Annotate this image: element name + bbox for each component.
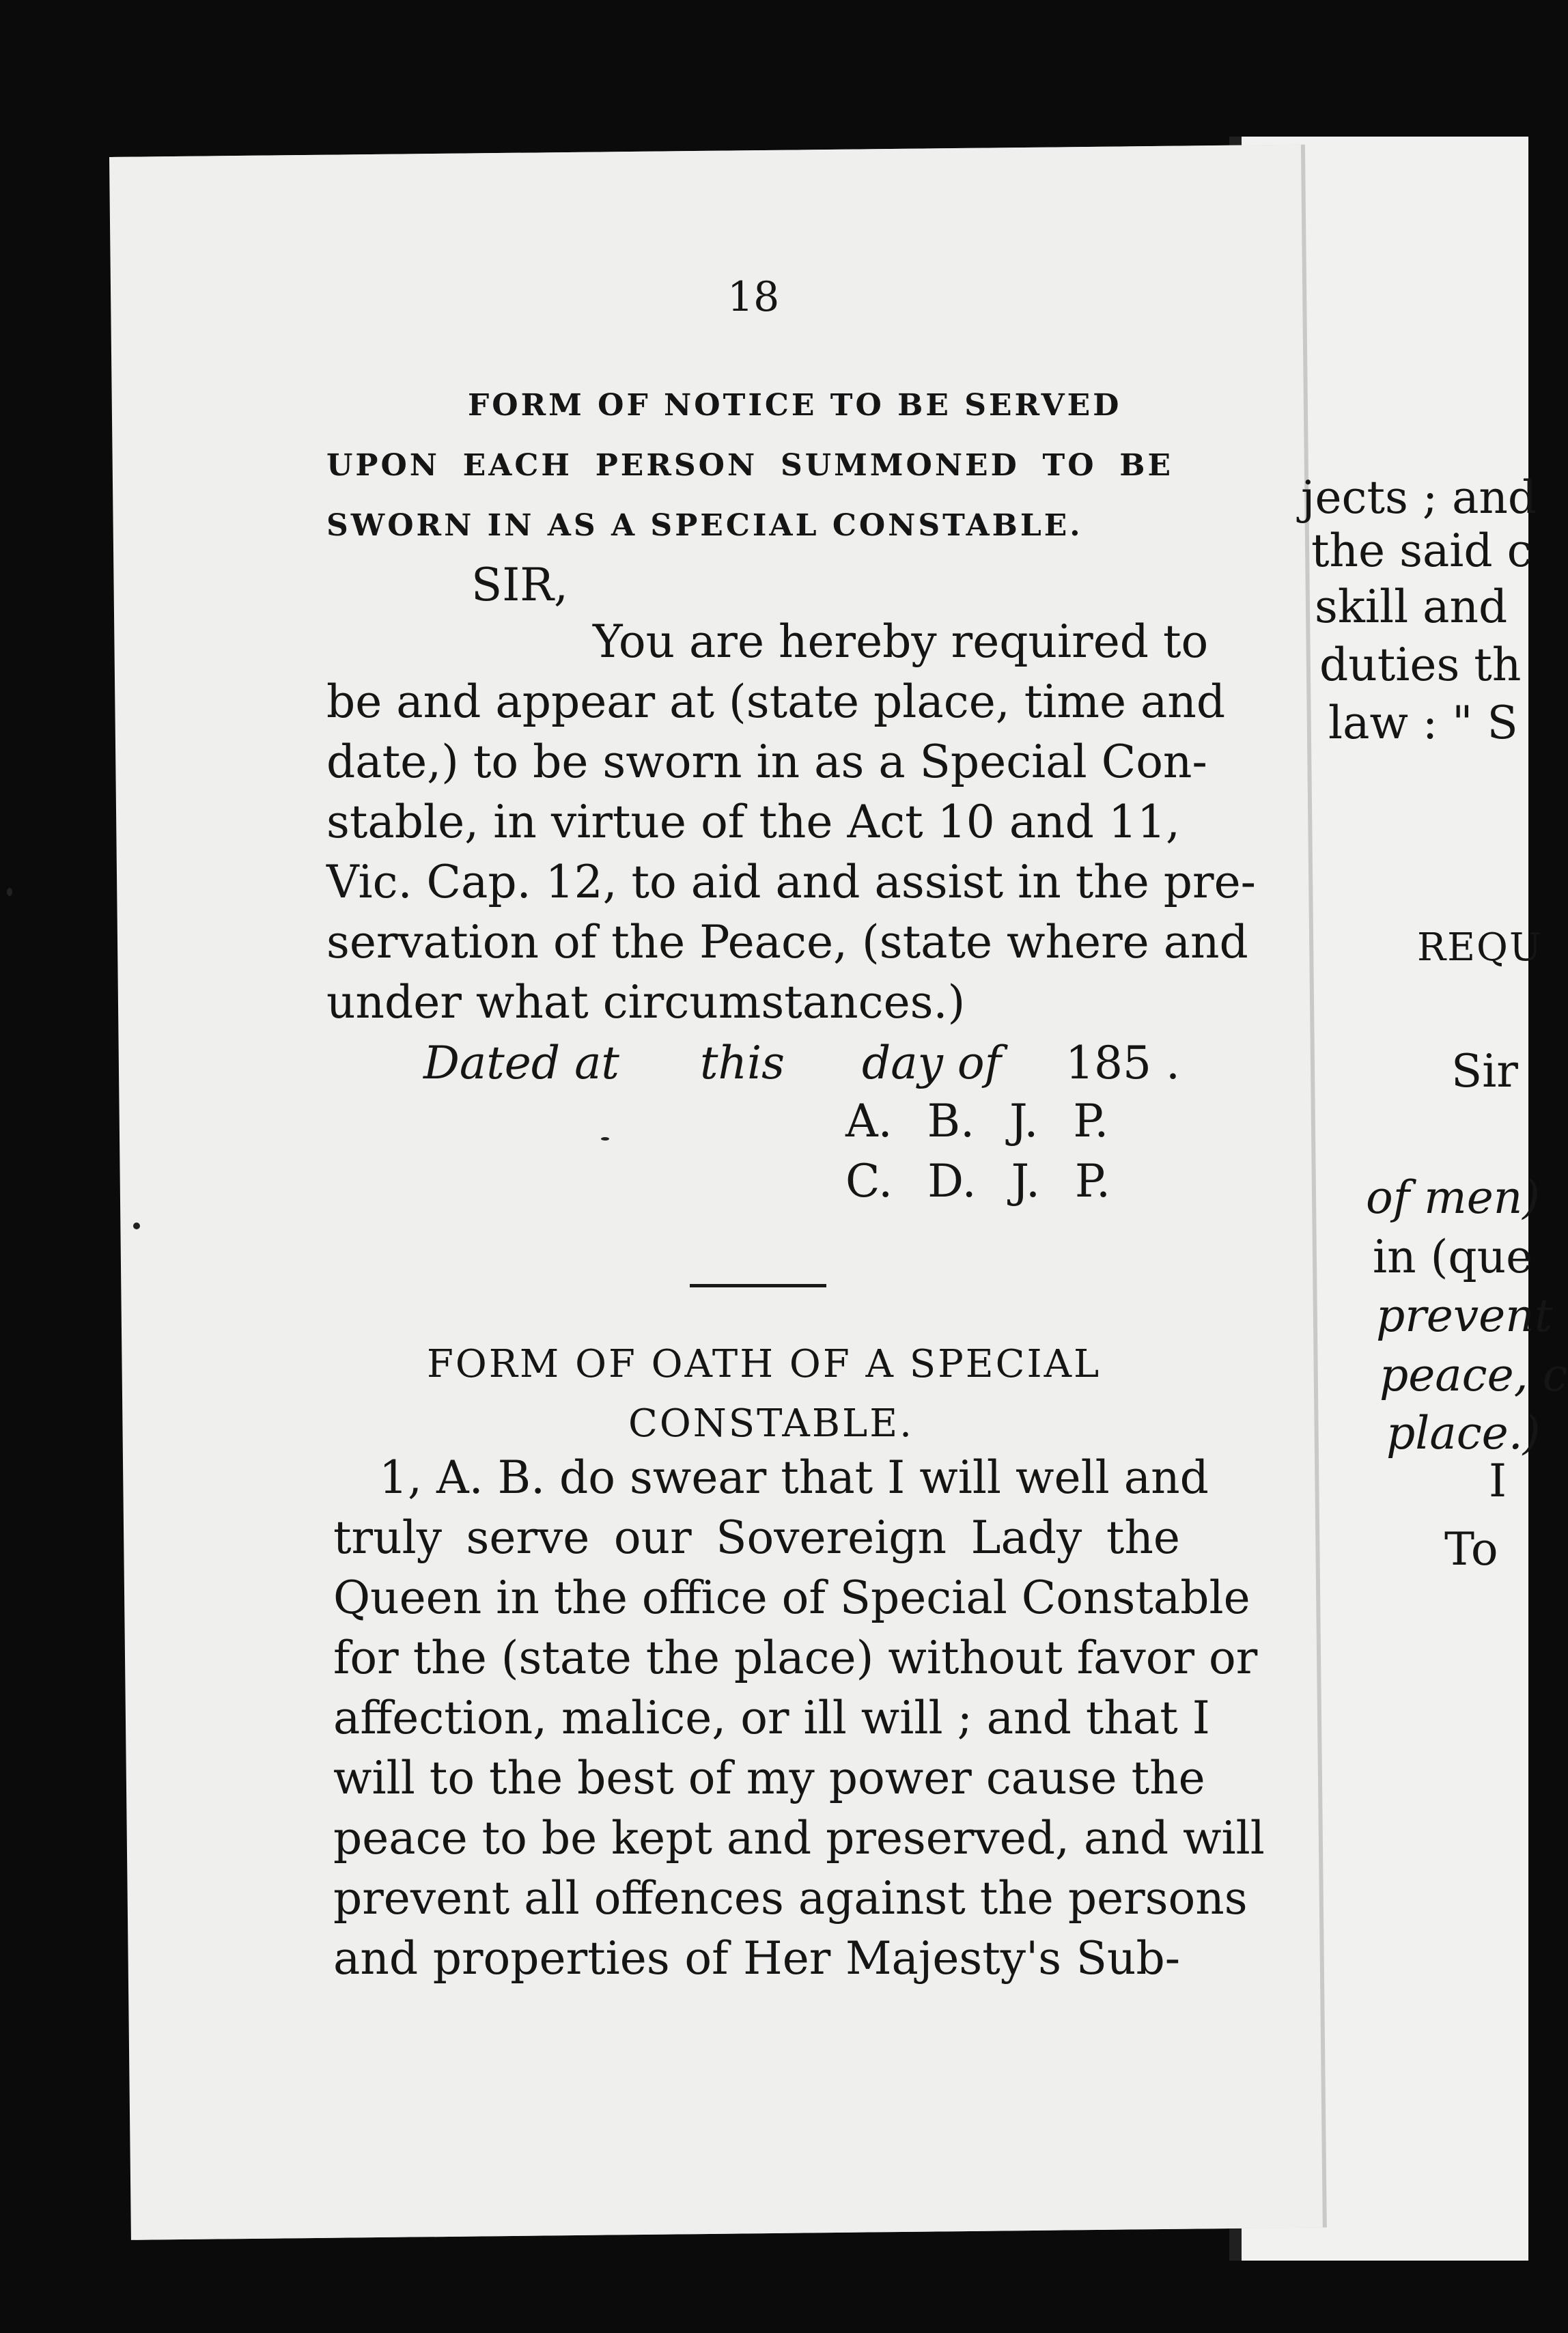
- notice-body-line-7: under what circumstances.): [326, 976, 966, 1029]
- oath-body-line-6: will to the best of my power cause the: [333, 1752, 1205, 1804]
- right-fragment-1: jects ; and: [1301, 471, 1537, 524]
- right-fragment-7: Sir: [1451, 1045, 1518, 1098]
- signature-1: A. B. J. P.: [845, 1095, 1109, 1147]
- oath-body-line-8: prevent all offences against the persons: [333, 1872, 1248, 1925]
- oath-body-line-9: and properties of Her Majesty's Sub-: [333, 1932, 1180, 1985]
- notice-heading-line-1: FORM OF NOTICE TO BE SERVED: [468, 388, 1122, 423]
- right-fragment-3: skill and: [1315, 581, 1508, 633]
- oath-body-line-1: 1, A. B. do swear that I will well and: [379, 1451, 1209, 1504]
- page-number: 18: [727, 273, 780, 321]
- notice-body-line-3: date,) to be sworn in as a Special Con-: [326, 736, 1207, 788]
- oath-body-line-2: truly serve our Sovereign Lady the: [333, 1511, 1180, 1564]
- right-fragment-8: of men): [1366, 1171, 1541, 1224]
- dated-this-label: this: [700, 1037, 785, 1089]
- oath-body-line-3: Queen in the office of Special Constable: [333, 1571, 1250, 1624]
- dated-at-label: Dated at: [423, 1037, 619, 1089]
- dust-speck: [601, 1137, 609, 1141]
- oath-heading-line-2: CONSTABLE.: [628, 1401, 914, 1446]
- dated-year: 185 .: [1065, 1037, 1180, 1089]
- oath-heading-line-1: FORM OF OATH OF A SPECIAL: [427, 1342, 1102, 1386]
- dust-speck: [7, 888, 12, 896]
- right-fragment-5: law : " S: [1328, 697, 1518, 749]
- right-fragment-14: To: [1444, 1523, 1498, 1576]
- notice-body-line-5: Vic. Cap. 12, to aid and assist in the pre-: [326, 856, 1256, 908]
- right-fragment-2: the said c: [1311, 525, 1532, 577]
- notice-body-line-6: servation of the Peace, (state where and: [326, 916, 1248, 968]
- right-fragment-12: place.): [1386, 1407, 1541, 1459]
- dust-speck: [133, 1223, 140, 1229]
- oath-body-line-7: peace to be kept and preserved, and will: [333, 1812, 1265, 1864]
- notice-body-line-1: You are hereby required to: [593, 615, 1209, 668]
- notice-heading-line-3: SWORN IN AS A SPECIAL CONSTABLE.: [326, 508, 1083, 543]
- signature-2: C. D. J. P.: [845, 1155, 1110, 1207]
- right-fragment-10: prevent: [1376, 1289, 1553, 1342]
- right-fragment-13: I: [1489, 1455, 1507, 1507]
- notice-salutation: SIR,: [471, 559, 568, 611]
- oath-body-line-4: for the (state the place) without favor or: [333, 1632, 1258, 1684]
- dated-day-of-label: day of: [862, 1037, 1002, 1089]
- notice-body-line-2: be and appear at (state place, time and: [326, 675, 1226, 728]
- notice-body-line-4: stable, in virtue of the Act 10 and 11,: [326, 796, 1180, 848]
- right-fragment-11: peace, c: [1380, 1349, 1568, 1401]
- right-fragment-9: in (que: [1373, 1231, 1533, 1283]
- right-fragment-4: duties th: [1319, 639, 1522, 691]
- notice-heading-line-2: UPON EACH PERSON SUMMONED TO BE: [326, 448, 1173, 483]
- oath-body-line-5: affection, malice, or ill will ; and that I: [333, 1692, 1210, 1744]
- right-fragment-6: REQU: [1417, 925, 1543, 970]
